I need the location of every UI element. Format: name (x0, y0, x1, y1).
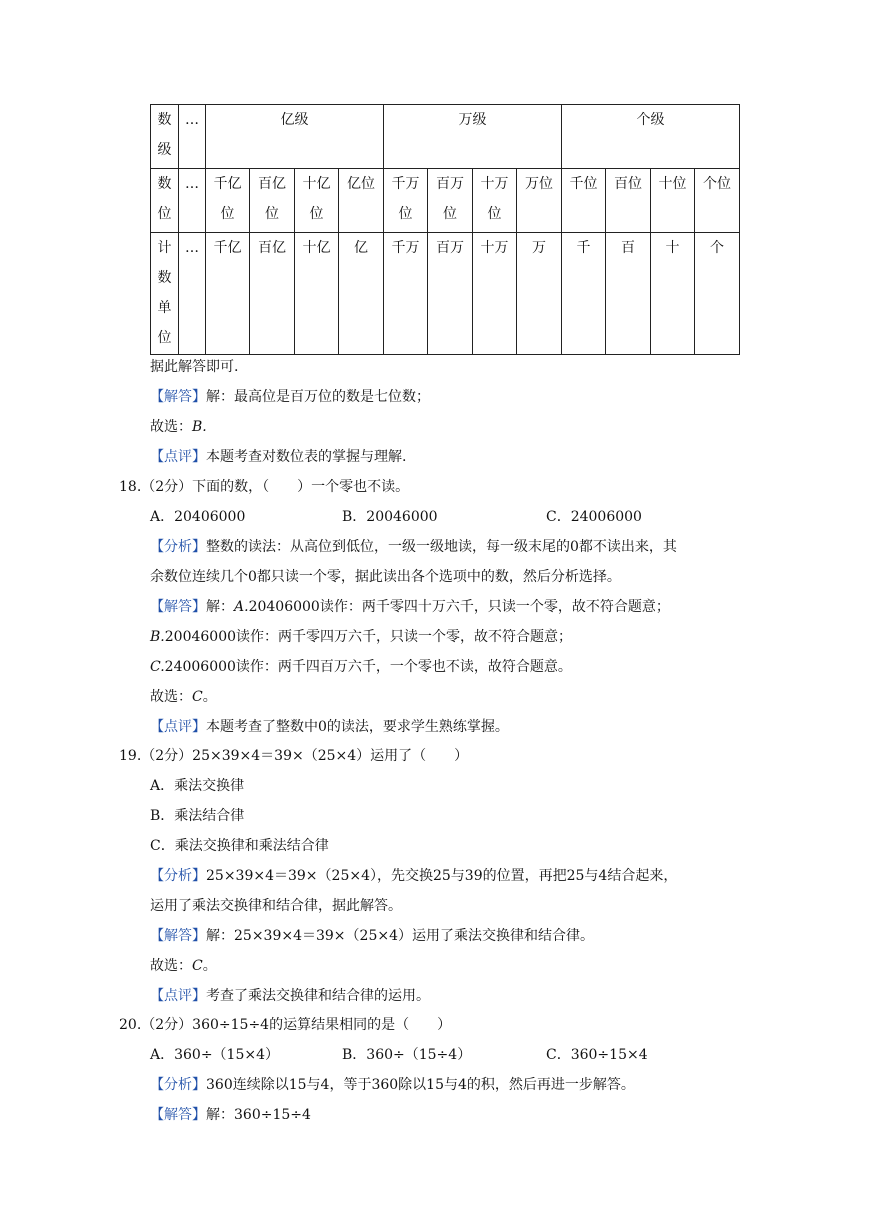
q19-option-b: B．乘法结合律 (150, 808, 245, 824)
q19-analysis-1: 【分析】25×39×4＝39×（25×4），先交换25与39的位置，再把25与4结合起来， (150, 868, 678, 884)
q19-option-a: A．乘法交换律 (150, 778, 245, 794)
table-cell: 亿位 (339, 169, 384, 233)
table-cell: 个 (695, 233, 740, 355)
table-cell: 亿级 (206, 105, 384, 169)
table-cell: 千亿 (206, 233, 250, 355)
table-cell: 十亿 (295, 233, 339, 355)
comment-tag: 【点评】 (150, 449, 206, 465)
q19-comment: 【点评】考查了乘法交换律和结合律的运用。 (150, 988, 430, 1004)
q18-option-b: B．20046000 (342, 509, 438, 525)
q18-analysis-2: 余数位连续几个0都只读一个零，据此读出各个选项中的数，然后分析选择。 (150, 569, 621, 585)
table-cell: 百万位 (428, 169, 473, 233)
q18-choice: 故选：C。 (150, 689, 217, 705)
table-cell: 百 (606, 233, 651, 355)
q19-answer: 【解答】解：25×39×4＝39×（25×4）运用了乘法交换律和结合律。 (150, 928, 594, 944)
table-cell: 千万位 (384, 169, 428, 233)
analysis-tag: 【分析】 (150, 1077, 206, 1093)
table-cell: 千位 (562, 169, 606, 233)
q17-tail: 据此解答即可. (150, 359, 239, 375)
answer-tag: 【解答】 (150, 928, 206, 944)
table-cell: 数级 (151, 105, 179, 169)
table-cell: 个位 (695, 169, 740, 233)
table-cell: … (179, 105, 206, 169)
q17-choice: 故选：B. (150, 419, 207, 435)
table-cell: 百亿 (250, 233, 295, 355)
table-cell: … (179, 169, 206, 233)
q18-answer-3: C.24006000读作：两千四百万六千，一个零也不读，故符合题意。 (150, 659, 572, 675)
table-cell: 十 (651, 233, 695, 355)
q19-choice: 故选：C。 (150, 958, 217, 974)
q17-comment: 【点评】本题考查对数位表的掌握与理解. (150, 449, 407, 465)
q20-option-c: C．360÷15×4 (546, 1047, 648, 1063)
answer-tag: 【解答】 (150, 1107, 206, 1123)
answer-tag: 【解答】 (150, 389, 206, 405)
q20-stem: 20.（2分）360÷15÷4的运算结果相同的是（ ） (119, 1017, 452, 1033)
q20-option-a: A．360÷（15×4） (150, 1047, 280, 1063)
q18-comment: 【点评】本题考查了整数中0的读法，要求学生熟练掌握。 (150, 719, 509, 735)
table-cell: 万级 (384, 105, 562, 169)
q20-option-b: B．360÷（15÷4） (342, 1047, 472, 1063)
q19-stem: 19.（2分）25×39×4＝39×（25×4）运用了（ ） (119, 748, 469, 764)
table-cell: 亿 (339, 233, 384, 355)
table-cell: 千亿位 (206, 169, 250, 233)
q19-analysis-2: 运用了乘法交换律和结合律，据此解答。 (150, 898, 402, 914)
table-cell: 十万位 (473, 169, 517, 233)
table-cell: 十位 (651, 169, 695, 233)
answer-tag: 【解答】 (150, 599, 206, 615)
place-value-table (150, 104, 740, 355)
table-cell: 个级 (562, 105, 740, 169)
table-cell: 计数单位 (151, 233, 179, 355)
table-cell: 十万 (473, 233, 517, 355)
table-cell: 千 (562, 233, 606, 355)
q17-answer: 【解答】解：最高位是百万位的数是七位数； (150, 389, 430, 405)
table-cell: 千万 (384, 233, 428, 355)
table-cell: 百位 (606, 169, 651, 233)
analysis-tag: 【分析】 (150, 539, 206, 555)
table-cell: … (179, 233, 206, 355)
table-cell: 百万 (428, 233, 473, 355)
q20-answer: 【解答】解：360÷15÷4 (150, 1107, 311, 1123)
q18-answer-1: 【解答】解：A.20406000读作：两千零四十万六千，只读一个零，故不符合题意； (150, 599, 670, 615)
table-cell: 万位 (517, 169, 562, 233)
q18-answer-2: B.20046000读作：两千零四万六千，只读一个零，故不符合题意； (150, 629, 573, 645)
table-cell: 数位 (151, 169, 179, 233)
comment-tag: 【点评】 (150, 719, 206, 735)
q18-stem: 18.（2分）下面的数，（ ）一个零也不读。 (119, 479, 410, 495)
table-row (151, 169, 740, 233)
table-cell: 百亿位 (250, 169, 295, 233)
q18-analysis-1: 【分析】整数的读法：从高位到低位，一级一级地读，每一级末尾的0都不读出来，其 (150, 539, 677, 555)
q18-option-a: A．20406000 (150, 509, 246, 525)
q18-option-c: C．24006000 (546, 509, 642, 525)
comment-tag: 【点评】 (150, 988, 206, 1004)
q20-analysis: 【分析】360连续除以15与4，等于360除以15与4的积，然后再进一步解答。 (150, 1077, 635, 1093)
analysis-tag: 【分析】 (150, 868, 206, 884)
table-row (151, 233, 740, 355)
table-cell: 万 (517, 233, 562, 355)
q19-option-c: C．乘法交换律和乘法结合律 (150, 838, 329, 854)
table-cell: 十亿位 (295, 169, 339, 233)
table-row (151, 105, 740, 169)
